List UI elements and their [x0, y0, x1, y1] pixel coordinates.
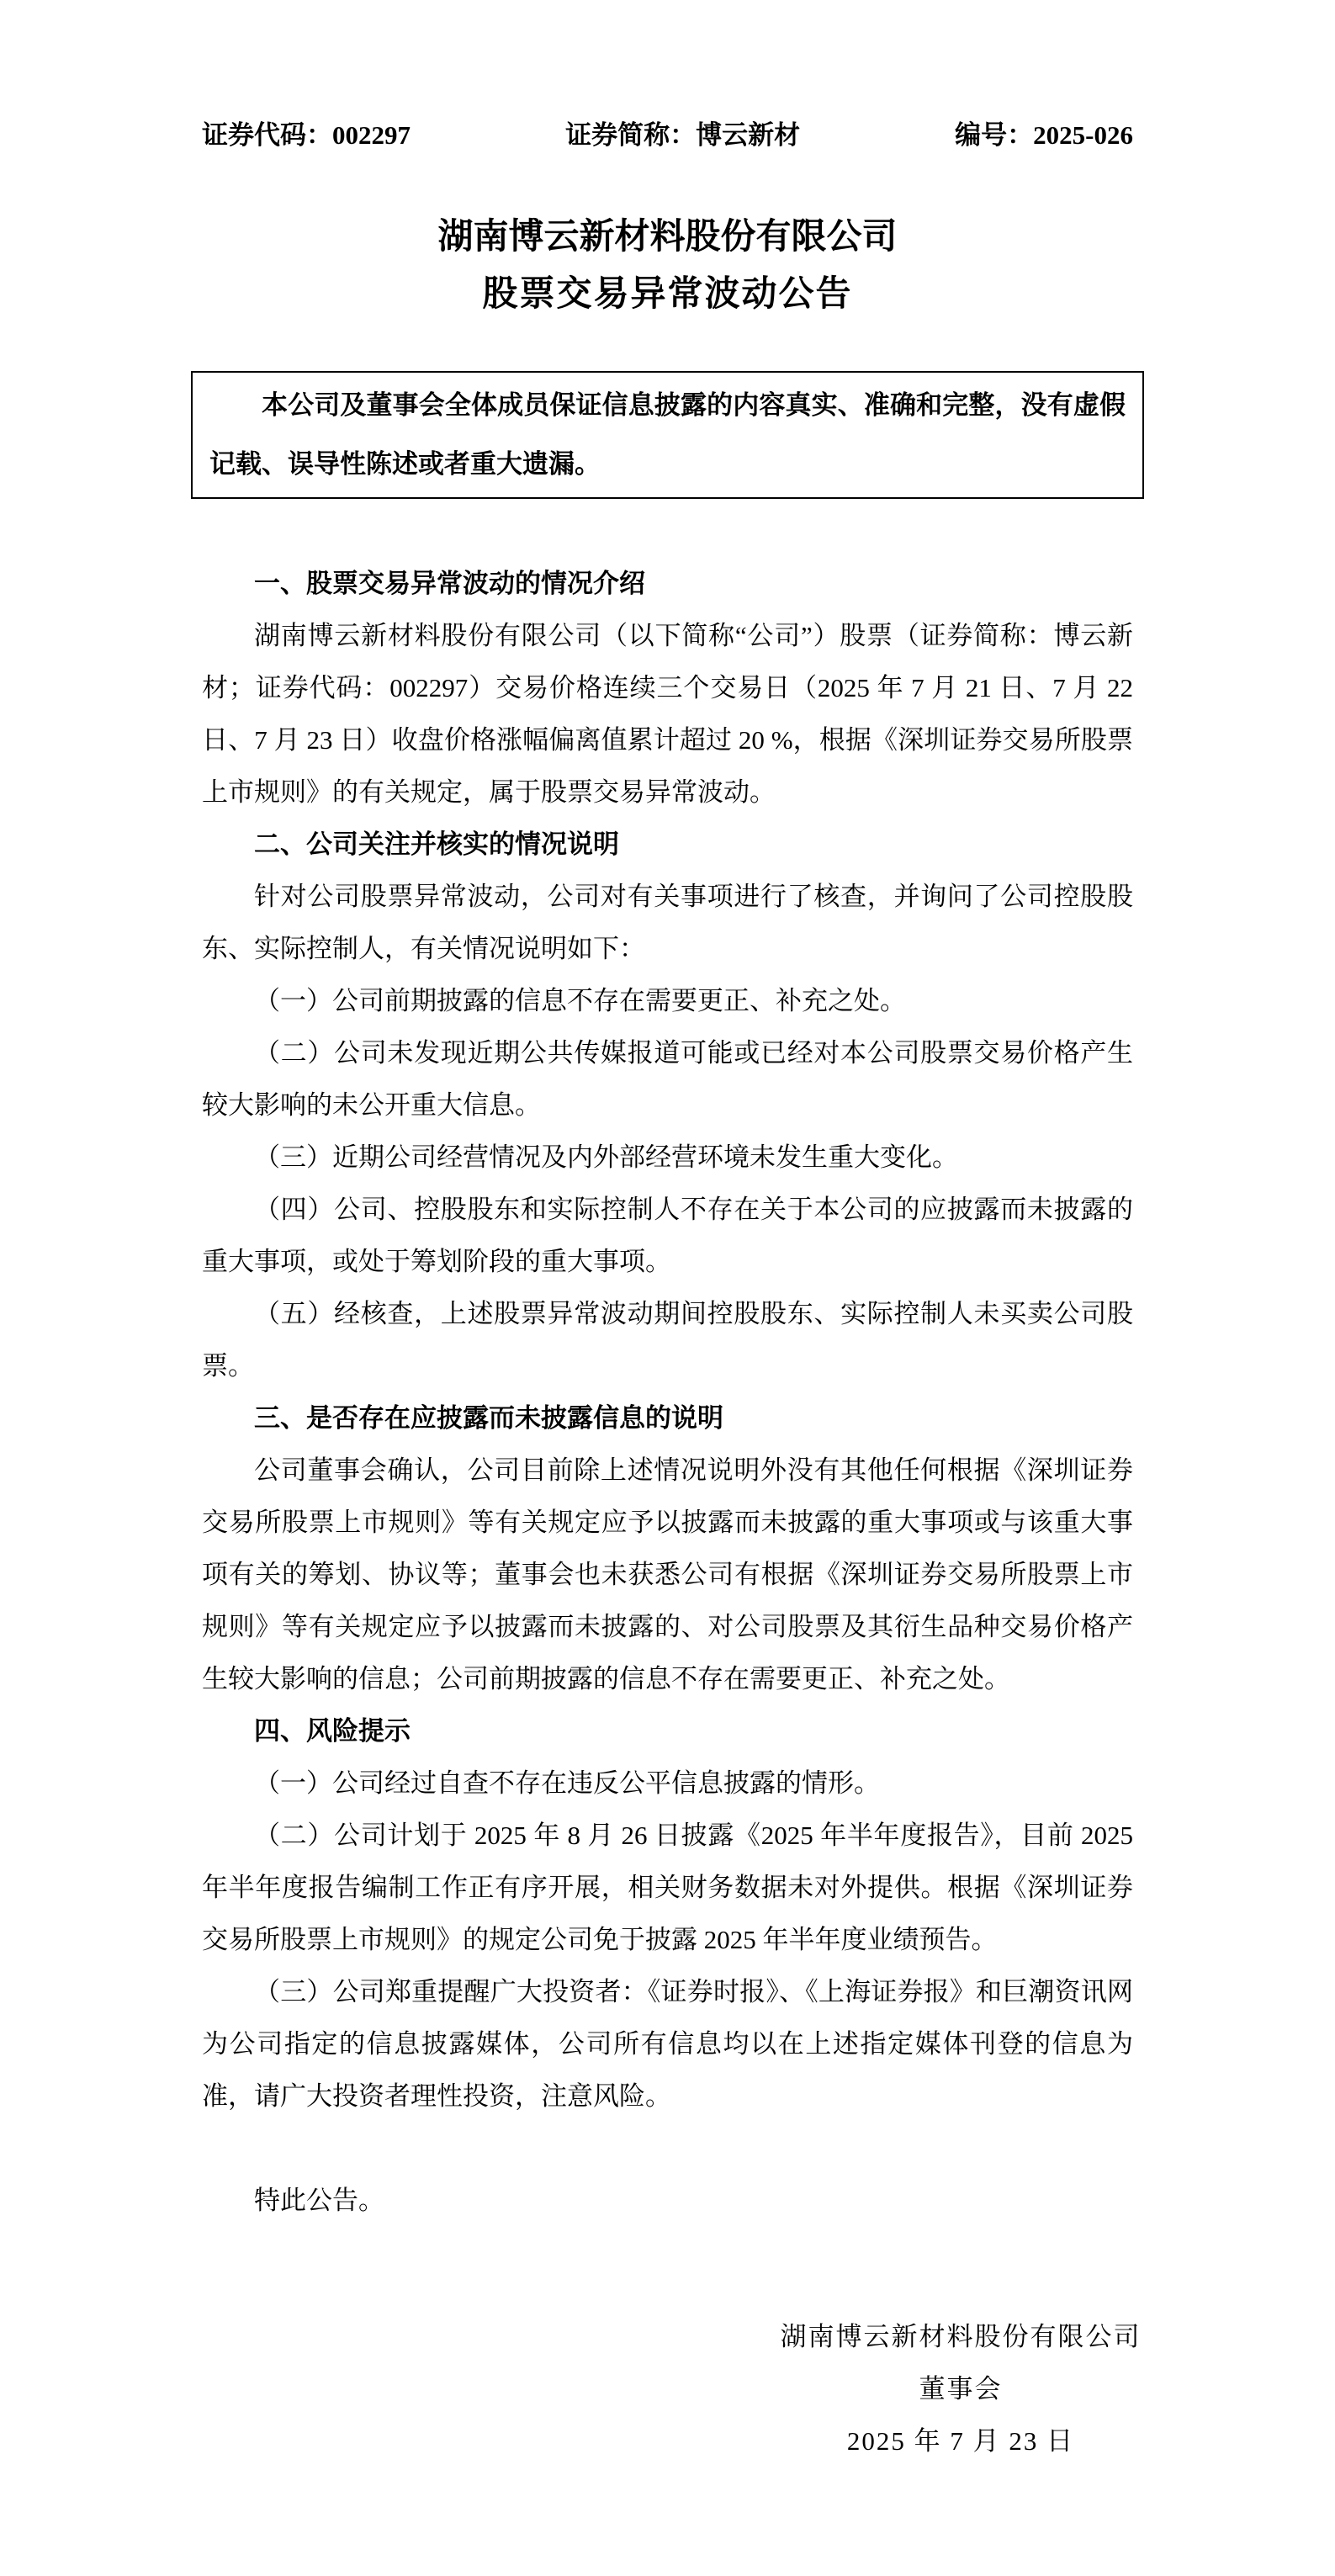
paragraph: 湖南博云新材料股份有限公司（以下简称“公司”）股票（证券简称：博云新材；证券代码：002297）交易价格连续三个交易日（2025 年 7 月 21 日、7 月 22 日、7 月 23 日）收盘价格涨幅偏离值累计超过 20 %，根据《深圳证券交易所股票上市规则》的有关规定，属于股票交易异常波动。: [202, 621, 1133, 807]
section-heading-1: 一、股票交易异常波动的情况介绍: [254, 569, 645, 598]
statement-box: [191, 371, 1144, 499]
signature-date: 2025 年 7 月 23 日: [846, 2426, 1075, 2456]
paragraph: （一）公司前期披露的信息不存在需要更正、补充之处。: [254, 986, 906, 1015]
company-name-title: 湖南博云新材料股份有限公司: [437, 218, 898, 257]
section-heading-4: 四、风险提示: [254, 1716, 411, 1746]
paragraph: （三）近期公司经营情况及内外部经营环境未发生重大变化。: [254, 1142, 958, 1172]
document-header: [202, 118, 1133, 153]
signature-board: 董事会: [919, 2374, 1003, 2404]
closing-line: 特此公告。: [254, 2186, 384, 2215]
statement-text: 本公司及董事会全体成员保证信息披露的内容真实、准确和完整，没有虚假记载、误导性陈述或者重大遗漏。: [209, 390, 1126, 479]
paragraph: 针对公司股票异常波动，公司对有关事项进行了核查，并询问了公司控股股东、实际控制人，有关情况说明如下：: [202, 882, 1133, 963]
document-body: [202, 558, 1133, 2123]
signature-block: [776, 2311, 1146, 2467]
section-heading-3: 三、是否存在应披露而未披露信息的说明: [254, 1403, 723, 1433]
stock-code: 证券代码：002297: [202, 120, 411, 150]
paragraph: （三）公司郑重提醒广大投资者：《证券时报》、《上海证券报》和巨潮资讯网为公司指定的信息披露媒体，公司所有信息均以在上述指定媒体刊登的信息为准，请广大投资者理性投资，注意风险。: [202, 1977, 1133, 2111]
stock-short-name: 证券简称：博云新材: [565, 120, 801, 150]
signature-company: 湖南博云新材料股份有限公司: [780, 2322, 1142, 2351]
paragraph: （一）公司经过自查不存在违反公平信息披露的情形。: [254, 1768, 880, 1798]
paragraph: （二）公司计划于 2025 年 8 月 26 日披露《2025 年半年度报告》，目前 2025 年半年度报告编制工作正有序开展，相关财务数据未对外提供。根据《深圳证券交易所股票上市规则》的规定公司免于披露 2025 年半年度业绩预告。: [202, 1821, 1133, 1954]
section-heading-2: 二、公司关注并核实的情况说明: [254, 830, 619, 859]
paragraph: （五）经核查，上述股票异常波动期间控股股东、实际控制人未买卖公司股票。: [202, 1299, 1133, 1381]
paragraph: （四）公司、控股股东和实际控制人不存在关于本公司的应披露而未披露的重大事项，或处于筹划阶段的重大事项。: [202, 1195, 1133, 1276]
paragraph: （二）公司未发现近期公共传媒报道可能或已经对本公司股票交易价格产生较大影响的未公开重大信息。: [202, 1038, 1133, 1120]
announcement-number: 编号：2025-026: [955, 120, 1133, 150]
announcement-title: 股票交易异常波动公告: [482, 275, 853, 314]
paragraph: 公司董事会确认，公司目前除上述情况说明外没有其他任何根据《深圳证券交易所股票上市规则》等有关规定应予以披露而未披露的重大事项或与该重大事项有关的筹划、协议等；董事会也未获悉公司有根据《深圳证券交易所股票上市规则》等有关规定应予以披露而未披露的、对公司股票及其衍生品种交易价格产生较大影响的信息；公司前期披露的信息不存在需要更正、补充之处。: [202, 1455, 1133, 1693]
